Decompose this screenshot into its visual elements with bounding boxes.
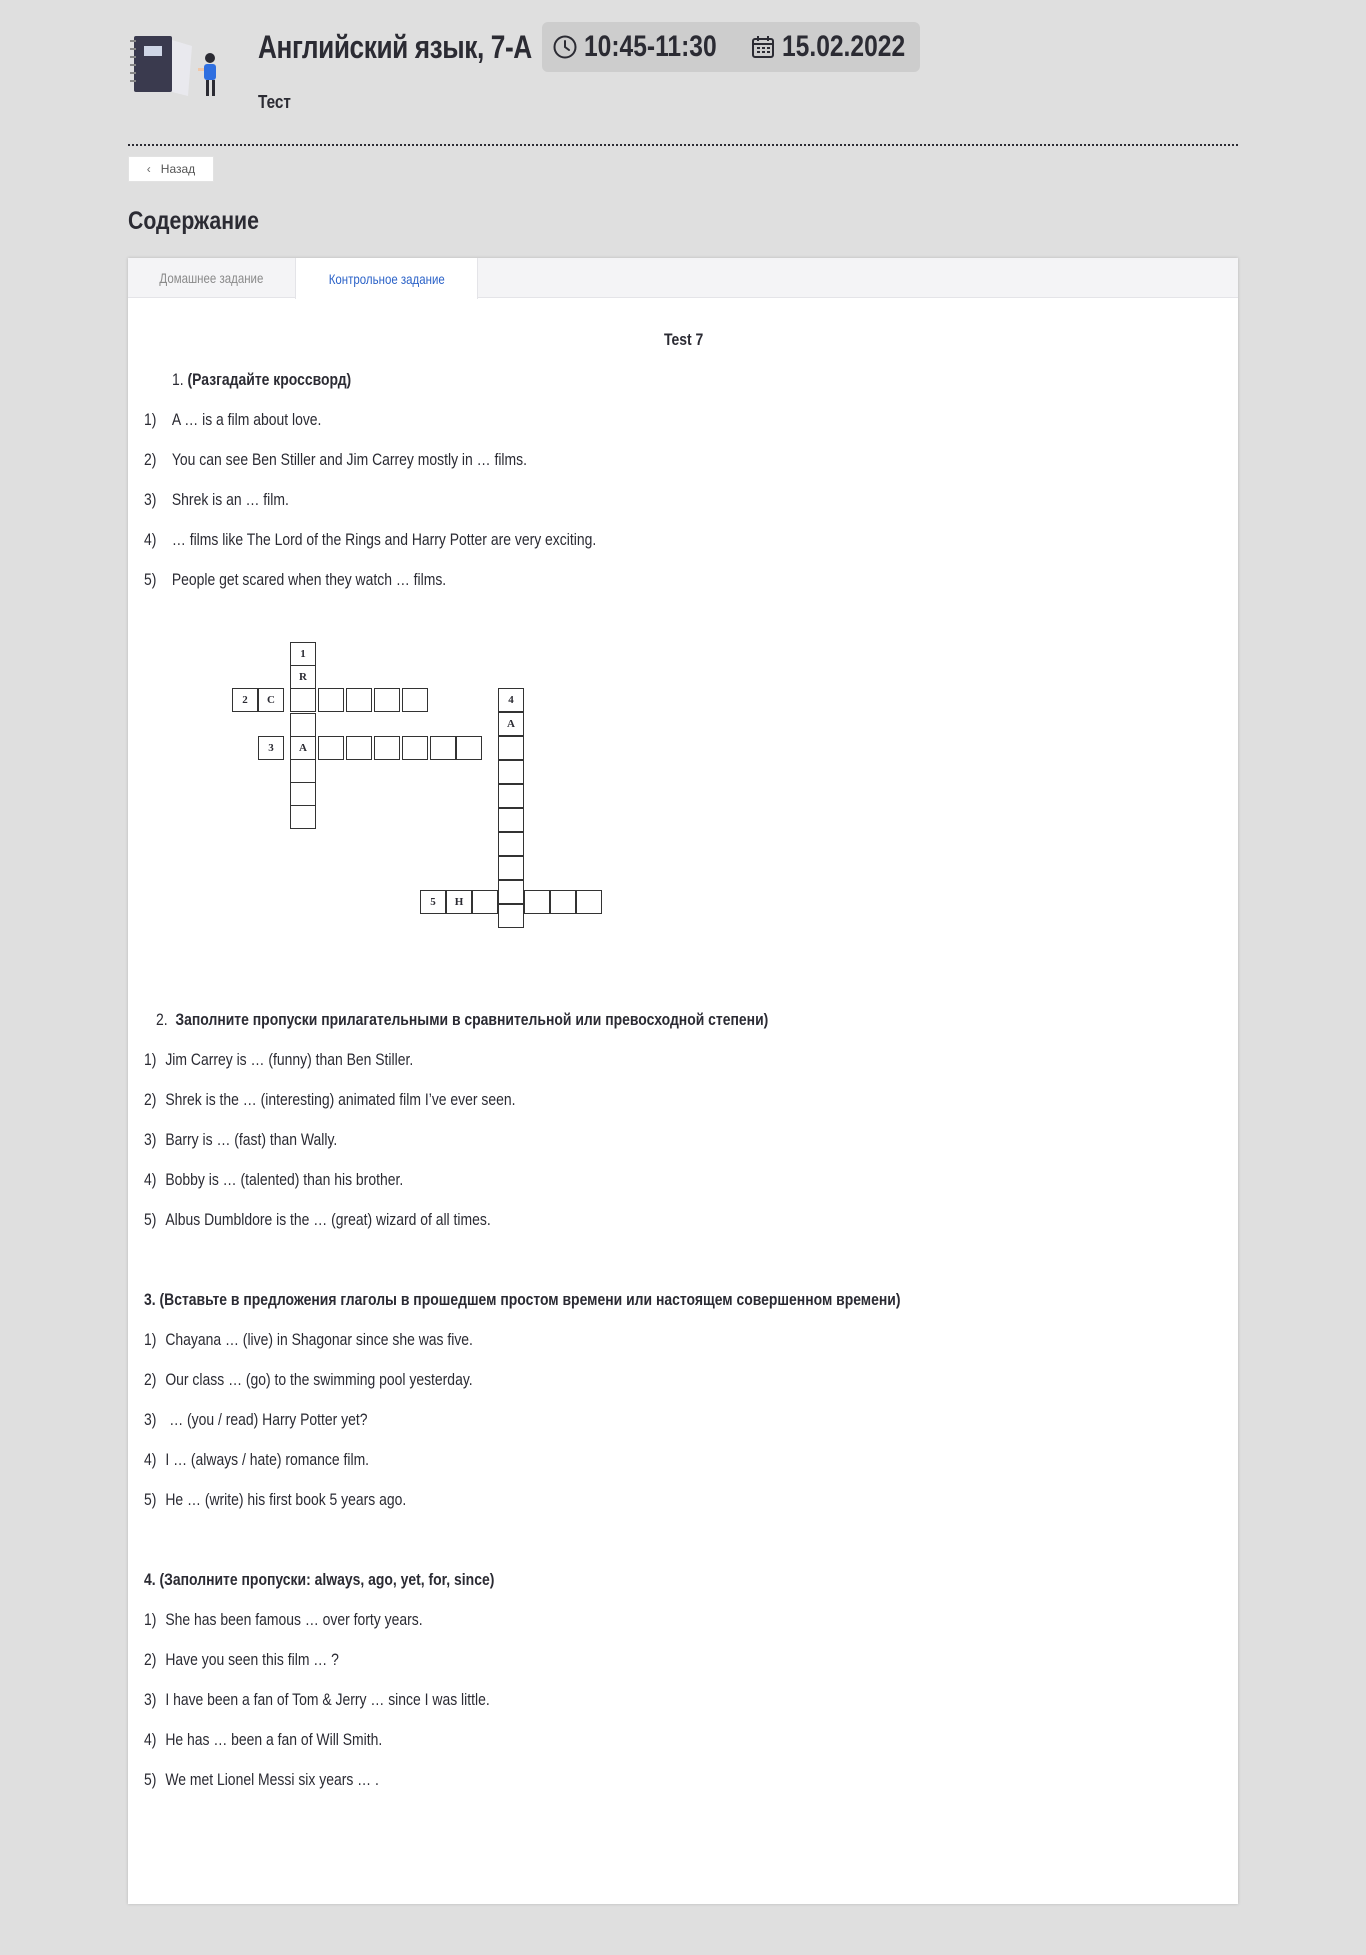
calendar-icon <box>750 34 776 60</box>
list-item: 4) I … (always / hate) romance film. <box>144 1450 370 1469</box>
lesson-meta <box>542 22 920 72</box>
crossword-cell <box>472 890 498 914</box>
crossword-cell <box>290 688 316 712</box>
crossword-cell <box>346 736 372 760</box>
lesson-title: Английский язык, 7-А <box>258 28 532 65</box>
task4-heading: 4. (Заполните пропуски: always, ago, yet, for, since) <box>144 1570 495 1589</box>
list-item: 3) … (you / read) Harry Potter yet? <box>144 1410 368 1429</box>
list-item: 3) Shrek is an … film. <box>144 490 289 509</box>
crossword-cell <box>402 736 428 760</box>
list-item: 4) Bobby is … (talented) than his brother. <box>144 1170 404 1189</box>
crossword-cell: 3 <box>258 736 284 760</box>
list-item: 1) Jim Carrey is … (funny) than Ben Stiller. <box>144 1050 414 1069</box>
content-panel <box>128 258 1238 1904</box>
list-item: 5) He … (write) his first book 5 years ago. <box>144 1490 407 1509</box>
back-button-label: Назад <box>160 162 196 176</box>
back-button[interactable] <box>128 156 214 182</box>
crossword-cell <box>498 880 524 904</box>
list-item: 1) Chayana … (live) in Shagonar since she was five. <box>144 1330 473 1349</box>
crossword-cell <box>290 759 316 783</box>
crossword-cell: A <box>290 736 316 760</box>
crossword-cell <box>498 808 524 832</box>
crossword-cell <box>576 890 602 914</box>
list-item: 4) He has … been a fan of Will Smith. <box>144 1730 383 1749</box>
list-item: 5) We met Lionel Messi six years … . <box>144 1770 379 1789</box>
section-title: Содержание <box>128 207 259 235</box>
tab-control-task[interactable]: Контрольное задание <box>295 258 479 299</box>
crossword-cell <box>498 736 524 760</box>
crossword-cell: 1 <box>290 642 316 666</box>
crossword-cell <box>498 832 524 856</box>
lesson-time: 10:45-11:30 <box>583 30 717 63</box>
crossword-cell <box>498 760 524 784</box>
crossword-cell: A <box>498 712 524 736</box>
clock-icon <box>552 34 578 60</box>
crossword-cell <box>290 782 316 806</box>
lesson-date: 15.02.2022 <box>781 30 905 63</box>
list-item: 2) Have you seen this film … ? <box>144 1650 339 1669</box>
task2-heading: 2. Заполните пропуски прилагательными в сравнительной или превосходной степени) <box>156 1010 769 1029</box>
chevron-left-icon: ‹ <box>146 162 151 176</box>
crossword-cell <box>402 688 428 712</box>
list-item: 2) You can see Ben Stiller and Jim Carrey mostly in … films. <box>144 450 527 469</box>
crossword-cell <box>290 713 316 737</box>
crossword-cell: 4 <box>498 688 524 712</box>
list-item: 5) People get scared when they watch … films. <box>144 570 447 589</box>
crossword-cell <box>430 736 456 760</box>
crossword-cell: 2 <box>232 688 258 712</box>
list-item: 3) I have been a fan of Tom & Jerry … since I was little. <box>144 1690 490 1709</box>
crossword-cell <box>290 805 316 829</box>
list-item: 2) Our class … (go) to the swimming pool yesterday. <box>144 1370 473 1389</box>
crossword-cell <box>498 856 524 880</box>
tab-bar <box>128 258 1238 298</box>
crossword-cell: 5 <box>420 890 446 914</box>
list-item: 2) Shrek is the … (interesting) animated film I’ve ever seen. <box>144 1090 516 1109</box>
list-item: 1) A … is a film about love. <box>144 410 322 429</box>
crossword-cell <box>456 736 482 760</box>
crossword-cell: C <box>258 688 284 712</box>
crossword-cell <box>318 688 344 712</box>
crossword-cell <box>498 784 524 808</box>
page-header <box>128 22 1238 146</box>
header-divider <box>128 144 1238 146</box>
task1-heading: 1. (Разгадайте кроссворд) <box>172 370 352 389</box>
crossword-cell <box>498 904 524 928</box>
test-title: Test 7 <box>664 330 704 349</box>
notebook-illustration-icon <box>128 32 228 122</box>
crossword-cell: H <box>446 890 472 914</box>
crossword-cell <box>374 688 400 712</box>
lesson-type: Тест <box>258 92 291 112</box>
crossword-cell <box>524 890 550 914</box>
tab-homework[interactable]: Домашнее задание <box>159 270 264 286</box>
task3-heading: 3. (Вставьте в предложения глаголы в прошедшем простом времени или настоящем совершенном времени) <box>144 1290 901 1309</box>
crossword-cell <box>374 736 400 760</box>
list-item: 3) Barry is … (fast) than Wally. <box>144 1130 338 1149</box>
crossword-cell <box>550 890 576 914</box>
list-item: 4) … films like The Lord of the Rings and Harry Potter are very exciting. <box>144 530 597 549</box>
crossword-cell <box>346 688 372 712</box>
list-item: 5) Albus Dumbldore is the … (great) wizard of all times. <box>144 1210 491 1229</box>
crossword-cell <box>318 736 344 760</box>
crossword-cell: R <box>290 665 316 689</box>
list-item: 1) She has been famous … over forty years. <box>144 1610 423 1629</box>
